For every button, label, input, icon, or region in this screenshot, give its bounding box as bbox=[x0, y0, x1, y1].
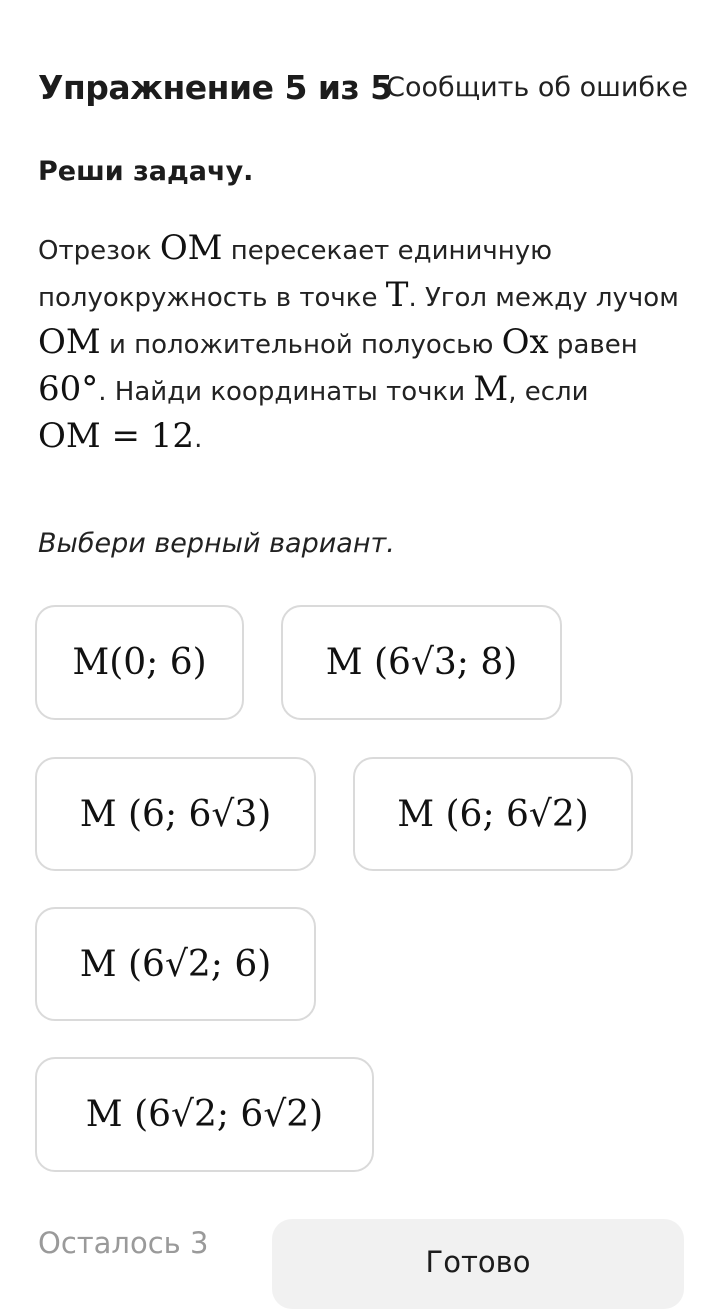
math-fragment: OM bbox=[159, 228, 223, 268]
answer-option-2[interactable]: M (6√3; 8) bbox=[281, 605, 562, 720]
remaining-counter: Осталось 3 bbox=[38, 1226, 209, 1260]
answer-option-5[interactable]: M (6√2; 6) bbox=[35, 907, 316, 1021]
problem-line bbox=[38, 272, 688, 319]
math-fragment: 60° bbox=[38, 369, 99, 409]
problem-text-fragment: . Угол между лучом bbox=[408, 283, 679, 313]
answer-option-1[interactable]: M(0; 6) bbox=[35, 605, 244, 720]
problem-line bbox=[38, 413, 688, 460]
math-fragment: Ox bbox=[501, 322, 549, 362]
report-error-link[interactable]: Сообщить об ошибке bbox=[386, 72, 688, 103]
math-fragment: OM bbox=[38, 322, 101, 362]
done-button[interactable]: Готово bbox=[272, 1219, 684, 1309]
problem-line bbox=[38, 319, 688, 366]
exercise-title: Упражнение 5 из 5 bbox=[38, 68, 393, 107]
problem-text-fragment: полуокружность в точке bbox=[38, 283, 386, 313]
math-fragment: M bbox=[473, 369, 509, 409]
problem-text-fragment: , если bbox=[508, 377, 589, 407]
problem-text-fragment: Отрезок bbox=[38, 236, 160, 266]
answer-option-4[interactable]: M (6; 6√2) bbox=[353, 757, 633, 871]
problem-text-fragment: и положительной полуосью bbox=[100, 330, 502, 360]
task-instruction: Реши задачу. bbox=[38, 156, 254, 187]
problem-line bbox=[38, 225, 688, 272]
problem-text-fragment: равен bbox=[548, 330, 638, 360]
answer-prompt: Выбери верный вариант. bbox=[38, 528, 395, 559]
problem-line bbox=[38, 366, 688, 413]
problem-text-fragment: пересекает единичную bbox=[222, 236, 552, 266]
math-fragment: T bbox=[385, 275, 409, 315]
answer-option-6[interactable]: M (6√2; 6√2) bbox=[35, 1057, 374, 1172]
math-fragment: OM = 12 bbox=[38, 416, 195, 456]
problem-text-fragment: . Найди координаты точки bbox=[98, 377, 474, 407]
problem-text bbox=[38, 225, 688, 460]
answer-option-3[interactable]: M (6; 6√3) bbox=[35, 757, 316, 871]
problem-text-fragment: . bbox=[194, 424, 203, 454]
exercise-header bbox=[38, 68, 688, 112]
